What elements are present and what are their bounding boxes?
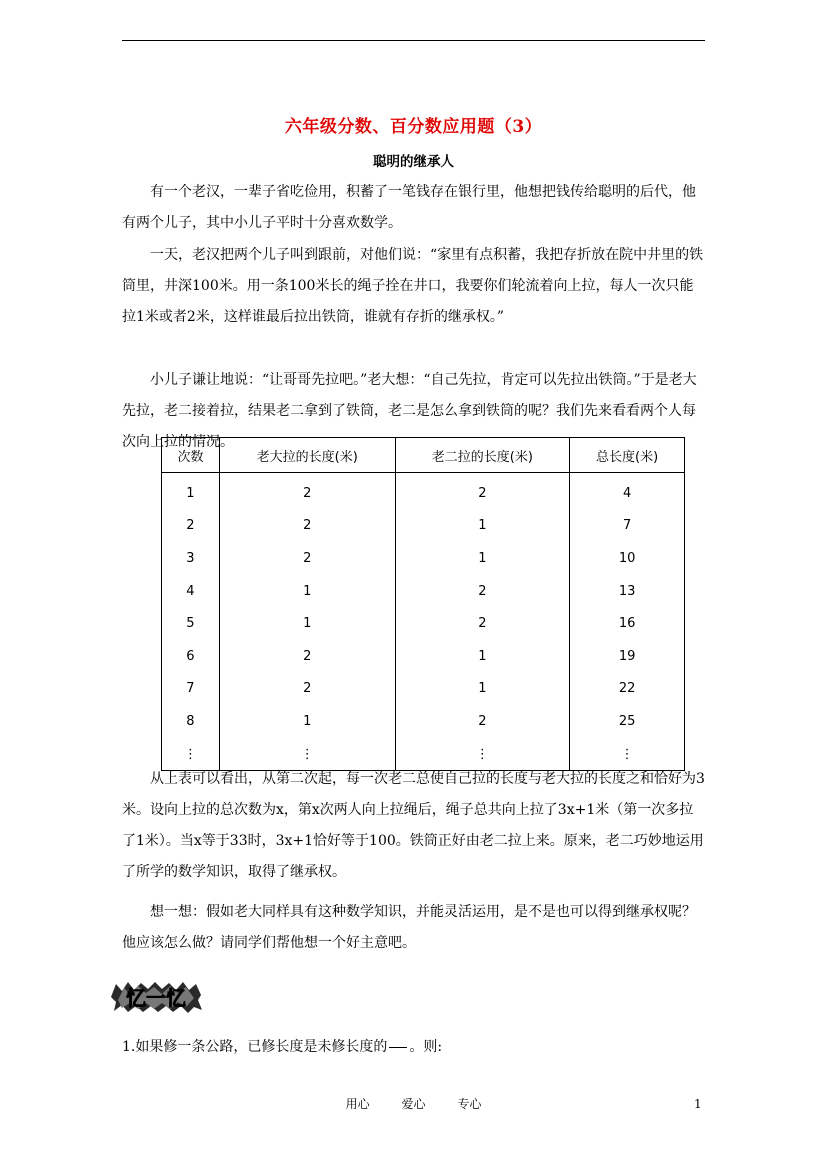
table-cell: 1 (219, 705, 395, 738)
table-cell: 1 (395, 640, 570, 673)
paragraph-2-text: 一天，老汉把两个儿子叫到跟前，对他们说：“家里有点积蓄，我把存折放在院中井里的铁筒里，井深100米。用一条100米长的绳子拴在井口，我要你们轮流着向上拉，每人一次只能拉1米或者2米，这样谁最后拉出铁筒，谁就有存折的继承权。” (122, 247, 704, 325)
question-1 (122, 1036, 442, 1056)
fraction-blank (389, 1047, 407, 1048)
table-cell: 19 (570, 640, 685, 673)
table-row (162, 473, 685, 510)
table-cell: 13 (570, 575, 685, 608)
table-cell: 4 (570, 473, 685, 510)
table-row (162, 607, 685, 640)
paragraph-1 (122, 177, 705, 239)
table-cell: 1 (162, 473, 220, 510)
table-cell: ⋮ (395, 738, 570, 771)
header-rule (122, 40, 705, 41)
table-row (162, 673, 685, 706)
table-cell: 7 (570, 510, 685, 543)
paragraph-4-text: 从上表可以看出，从第二次起，每一次老二总使自己拉的长度与老大拉的长度之和恰好为3米。设向上拉的总次数为x，第x次两人向上拉绳后，绳子总共向上拉了3x+1米（第一次多拉了1米）。当x等于33时，3x+1恰好等于100。铁筒正好由老二拉上来。原来，老二巧妙地运用了所学的数学知识，取得了继承权。 (122, 771, 705, 880)
table-cell: 4 (162, 575, 220, 608)
table-cell: 3 (162, 542, 220, 575)
table-cell: 1 (395, 673, 570, 706)
paragraph-4 (122, 764, 705, 888)
table-cell: 1 (219, 607, 395, 640)
paragraph-5 (122, 897, 705, 959)
table-cell: 1 (395, 542, 570, 575)
footer-word: 用心 (345, 1097, 370, 1111)
table-cell: ⋮ (219, 738, 395, 771)
table-header: 老二拉的长度(米) (395, 438, 570, 473)
table-cell: 2 (162, 510, 220, 543)
table-cell: 2 (395, 607, 570, 640)
page-title: 六年级分数、百分数应用题（3） (284, 117, 543, 137)
table-cell: 2 (395, 575, 570, 608)
table-cell: 10 (570, 542, 685, 575)
table-row (162, 640, 685, 673)
footer-word: 爱心 (401, 1097, 426, 1111)
table-cell: ⋮ (162, 738, 220, 771)
section-badge-label: 忆一忆 (126, 986, 186, 1010)
paragraph-2 (122, 240, 705, 333)
table-row (162, 705, 685, 738)
table-cell: 16 (570, 607, 685, 640)
table-cell: 5 (162, 607, 220, 640)
table-header-row (162, 438, 685, 473)
table-cell: 2 (219, 640, 395, 673)
table-header: 次数 (162, 438, 220, 473)
story-title: 聪明的继承人 (373, 154, 454, 170)
table-cell: 22 (570, 673, 685, 706)
paragraph-3-text: 小儿子谦让地说：“让哥哥先拉吧。”老大想：“自己先拉，肯定可以先拉出铁筒。”于是老大先拉，老二接着拉，结果老二拿到了铁筒，老二是怎么拿到铁筒的呢？我们先来看看两个人每次向上拉的情况。 (122, 372, 697, 450)
paragraph-1-text: 有一个老汉，一辈子省吃俭用，积蓄了一笔钱存在银行里，他想把钱传给聪明的后代，他有两个儿子，其中小儿子平时十分喜欢数学。 (122, 184, 696, 231)
table-cell: 2 (395, 473, 570, 510)
table-cell: 2 (219, 673, 395, 706)
paragraph-5-text: 想一想：假如老大同样具有这种数学知识，并能灵活运用，是不是也可以得到继承权呢？他应该怎么做？请同学们帮他想一个好主意吧。 (122, 904, 696, 951)
table-cell: 25 (570, 705, 685, 738)
question-1-prefix: 1.如果修一条公路，已修长度是未修长度的 (122, 1039, 388, 1055)
table-cell: 2 (219, 542, 395, 575)
pull-table (161, 437, 685, 771)
table-cell: ⋮ (570, 738, 685, 771)
table-cell: 6 (162, 640, 220, 673)
table-cell: 1 (395, 510, 570, 543)
page-number: 1 (694, 1097, 702, 1111)
table-row (162, 542, 685, 575)
section-badge-yiyiyi (108, 980, 204, 1014)
table-header: 总长度(米) (570, 438, 685, 473)
page-footer (0, 1095, 827, 1112)
table-cell: 1 (219, 575, 395, 608)
table-cell: 2 (219, 473, 395, 510)
table-cell: 2 (395, 705, 570, 738)
table-cell: 7 (162, 673, 220, 706)
question-1-suffix: 。则: (409, 1039, 443, 1055)
table-row (162, 575, 685, 608)
table-row (162, 510, 685, 543)
footer-word: 专心 (457, 1097, 482, 1111)
table-cell: 8 (162, 705, 220, 738)
table-header: 老大拉的长度(米) (219, 438, 395, 473)
table-cell: 2 (219, 510, 395, 543)
